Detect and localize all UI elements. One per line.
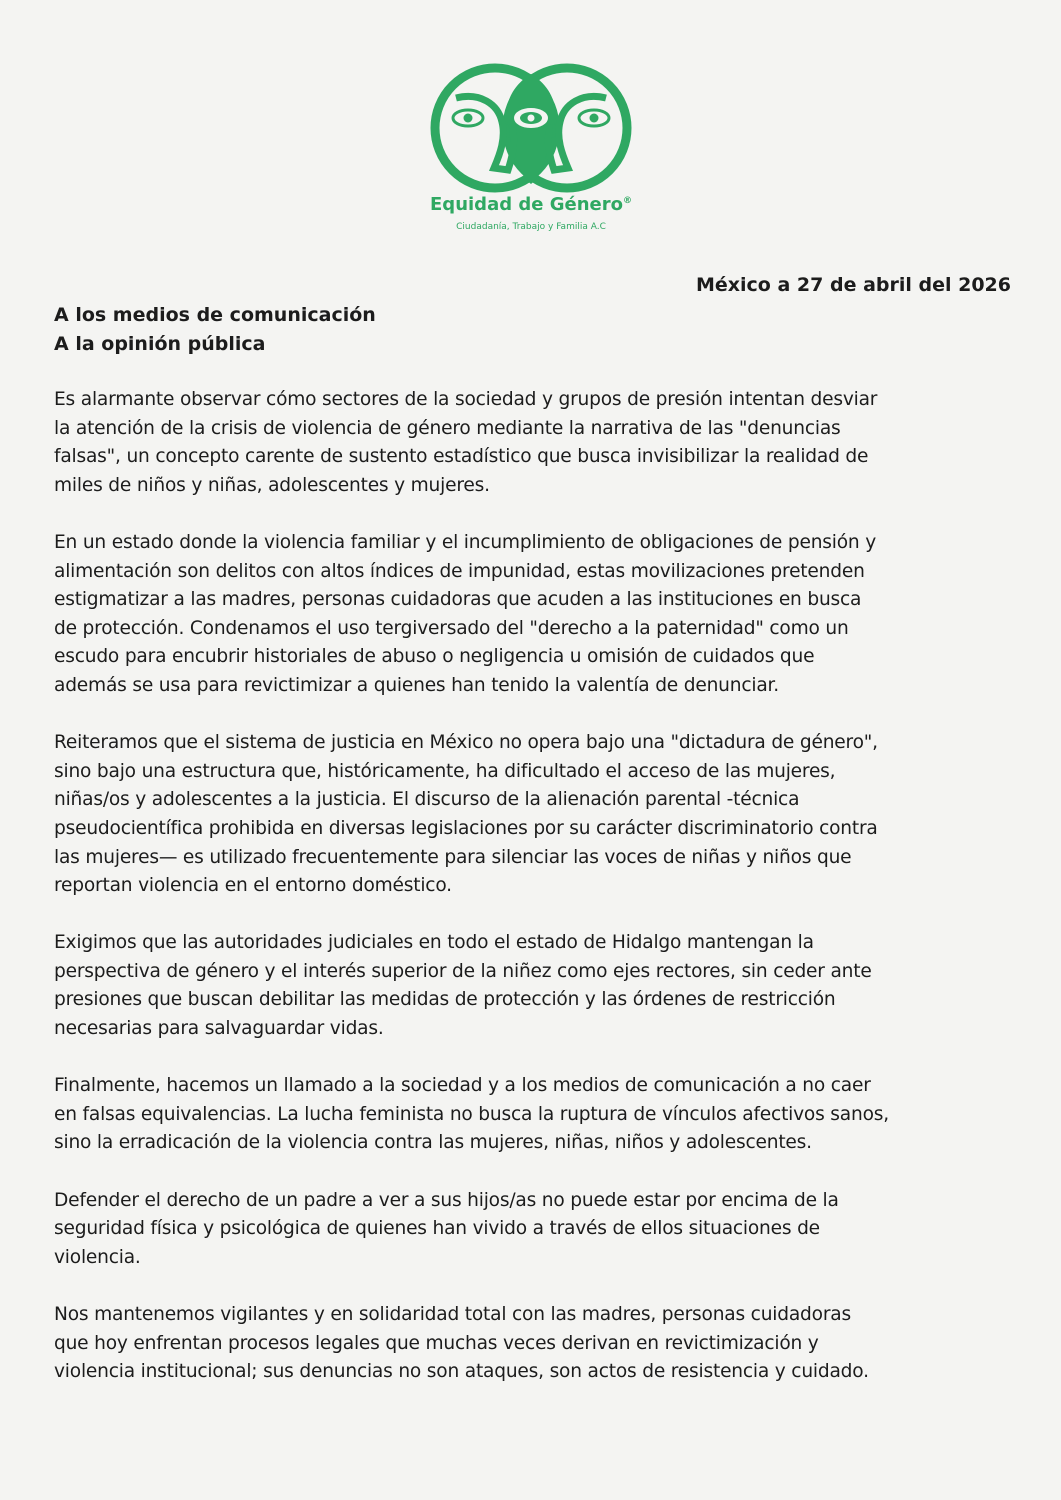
text-line: Reiteramos que el sistema de justicia en México no opera bajo una "dictadura de género", [54,732,878,754]
text-line: seguridad física y psicológica de quienes han vivido a través de ellos situaciones de [54,1218,820,1240]
text-line: violencia. [54,1246,141,1268]
recipients [54,301,376,359]
text-line: escudo para encubrir historiales de abuso o negligencia u omisión de cuidados que [54,646,815,668]
text-line: Defender el derecho de un padre a ver a sus hijos/as no puede estar por encima de la [54,1189,839,1211]
recipient-line: A la opinión pública [54,333,266,355]
paragraph [54,386,1014,500]
text-line: reportan violencia en el entorno doméstico. [54,875,452,897]
text-line: presiones que buscan debilitar las medidas de protección y las órdenes de restricción [54,989,836,1011]
text-line: pseudocientífica prohibida en diversas legislaciones por su carácter discriminatorio contra [54,817,878,839]
text-line: en falsas equivalencias. La lucha feminista no busca la ruptura de vínculos afectivos sanos, [54,1103,889,1125]
text-line: En un estado donde la violencia familiar y el incumplimiento de obligaciones de pensión y [54,531,877,553]
paragraph [54,929,1014,1043]
text-line: Nos mantenemos vigilantes y en solidaridad total con las madres, personas cuidadoras [54,1304,851,1325]
paragraph [54,729,1014,901]
text-line: las mujeres— es utilizado frecuentemente para silenciar las voces de niñas y niños que [54,846,852,868]
organization-logo [420,58,642,238]
paragraph [54,1072,1014,1158]
text-line: falsas", un concepto carente de sustento estadístico que busca invisibilizar la realidad de [54,446,869,468]
text-line: miles de niños y niñas, adolescentes y mujeres. [54,474,490,496]
logo-name: Equidad de Género® [430,194,632,215]
text-line: violencia institucional; sus denuncias no son ataques, son actos de resistencia y cuidado. [54,1361,869,1383]
text-line: que hoy enfrentan procesos legales que muchas veces derivan en revictimización y [54,1332,819,1354]
paragraph [54,1301,1014,1387]
logo-faces-icon [420,58,642,198]
text-line: sino bajo una estructura que, históricamente, ha dificultado el acceso de las mujeres, [54,760,836,782]
text-line: estigmatizar a las madres, personas cuidadoras que acuden a las instituciones en busca [54,589,862,611]
text-line: Es alarmante observar cómo sectores de la sociedad y grupos de presión intentan desviar [54,389,878,410]
text-line: necesarias para salvaguardar vidas. [54,1018,384,1040]
text-line: perspectiva de género y el interés superior de la niñez como ejes rectores, sin ceder ante [54,960,872,982]
text-line: la atención de la crisis de violencia de género mediante la narrativa de las "denuncias [54,417,841,439]
logo-tagline: Ciudadanía, Trabajo y Familia A.C [456,222,606,232]
text-line: Finalmente, hacemos un llamado a la sociedad y a los medios de comunicación a no caer [54,1075,871,1097]
text-line: niñas/os y adolescentes a la justicia. El discurso de la alienación parental -técnica [54,789,800,811]
letter-body [54,386,1014,1415]
text-line: de protección. Condenamos el uso tergiversado del "derecho a la paternidad" como un [54,617,849,639]
eye-icon [453,110,483,126]
text-line: sino la erradicación de la violencia contra las mujeres, niñas, niños y adolescentes. [54,1132,812,1154]
text-line: alimentación son delitos con altos índices de impunidad, estas movilizaciones pretenden [54,560,865,582]
text-line: además se usa para revictimizar a quienes han tenido la valentía de denunciar. [54,674,779,696]
text-line: Exigimos que las autoridades judiciales en todo el estado de Hidalgo mantengan la [54,932,814,954]
paragraph [54,1187,1014,1273]
recipient-line: A los medios de comunicación [54,304,376,326]
paragraph [54,529,1014,701]
document-date: México a 27 de abril del 2026 [695,274,1011,296]
